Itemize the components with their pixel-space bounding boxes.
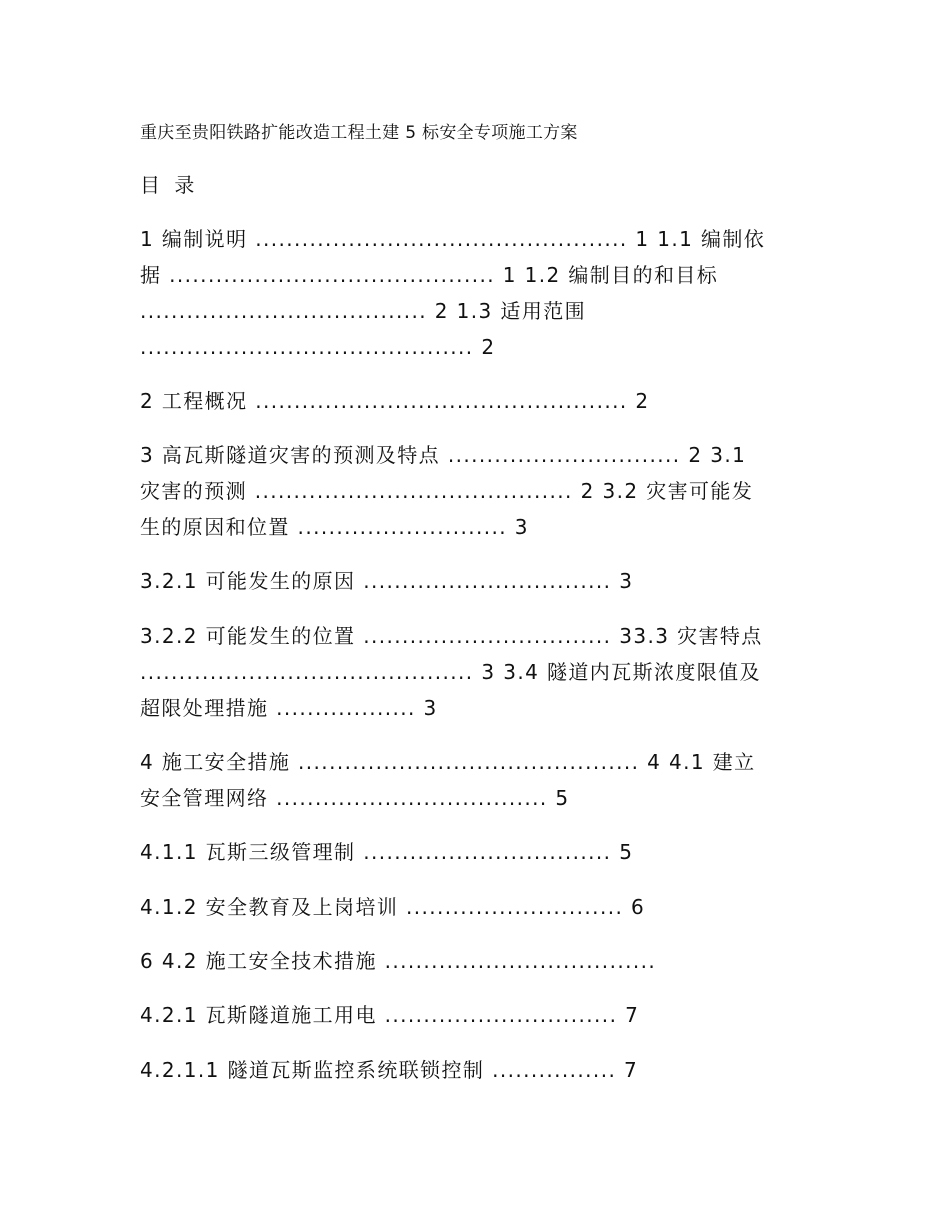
toc-line: 4.2.1.1 隧道瓦斯监控系统联锁控制 ................ 7	[140, 1058, 639, 1082]
toc-line: ..................................... 2 1.3 适用范围	[140, 299, 587, 323]
toc-entry	[140, 1052, 820, 1088]
toc-line: 灾害的预测 ......................................... 2 3.2 灾害可能发	[140, 479, 754, 503]
toc-entry	[140, 943, 820, 979]
toc-line: 4.1.2 安全教育及上岗培训 ............................ 6	[140, 895, 646, 919]
toc-entry	[140, 437, 820, 545]
document-header: 重庆至贵阳铁路扩能改造工程土建 5 标安全专项施工方案	[140, 123, 578, 143]
toc-line: 超限处理措施 .................. 3	[140, 696, 438, 720]
toc-entry	[140, 997, 820, 1033]
toc-entry	[140, 889, 820, 925]
toc-line: 据 .......................................... 1 1.2 编制目的和目标	[140, 263, 719, 287]
toc-entry	[140, 563, 820, 599]
toc-entry	[140, 618, 820, 726]
toc-line: 2 工程概况 ................................................ 2	[140, 389, 650, 413]
toc-line: 生的原因和位置 ........................... 3	[140, 515, 529, 539]
toc-line: 4.1.1 瓦斯三级管理制 ................................ 5	[140, 840, 634, 864]
toc-line: 6 4.2 施工安全技术措施 ...................................	[140, 949, 657, 973]
toc-entry	[140, 221, 820, 365]
toc-line: 1 编制说明 ................................................ 1 1.1 编制依	[140, 227, 766, 251]
toc-entry	[140, 744, 820, 816]
toc-line: 安全管理网络 ................................... 5	[140, 786, 570, 810]
toc-line: ........................................... 3 3.4 隧道内瓦斯浓度限值及	[140, 660, 761, 684]
toc-line: ........................................... 2	[140, 335, 496, 359]
toc-entry	[140, 383, 820, 419]
toc-title: 目 录	[140, 173, 199, 197]
toc-entry	[140, 834, 820, 870]
toc-line: 3.2.1 可能发生的原因 ................................ 3	[140, 569, 634, 593]
toc-line: 3 高瓦斯隧道灾害的预测及特点 .............................. 2 3.1	[140, 443, 747, 467]
toc-line: 4.2.1 瓦斯隧道施工用电 .............................. 7	[140, 1003, 640, 1027]
toc-line: 4 施工安全措施 ............................................ 4 4.1 建立	[140, 750, 756, 774]
toc-line: 3.2.2 可能发生的位置 ................................ 33.3 灾害特点	[140, 624, 763, 648]
